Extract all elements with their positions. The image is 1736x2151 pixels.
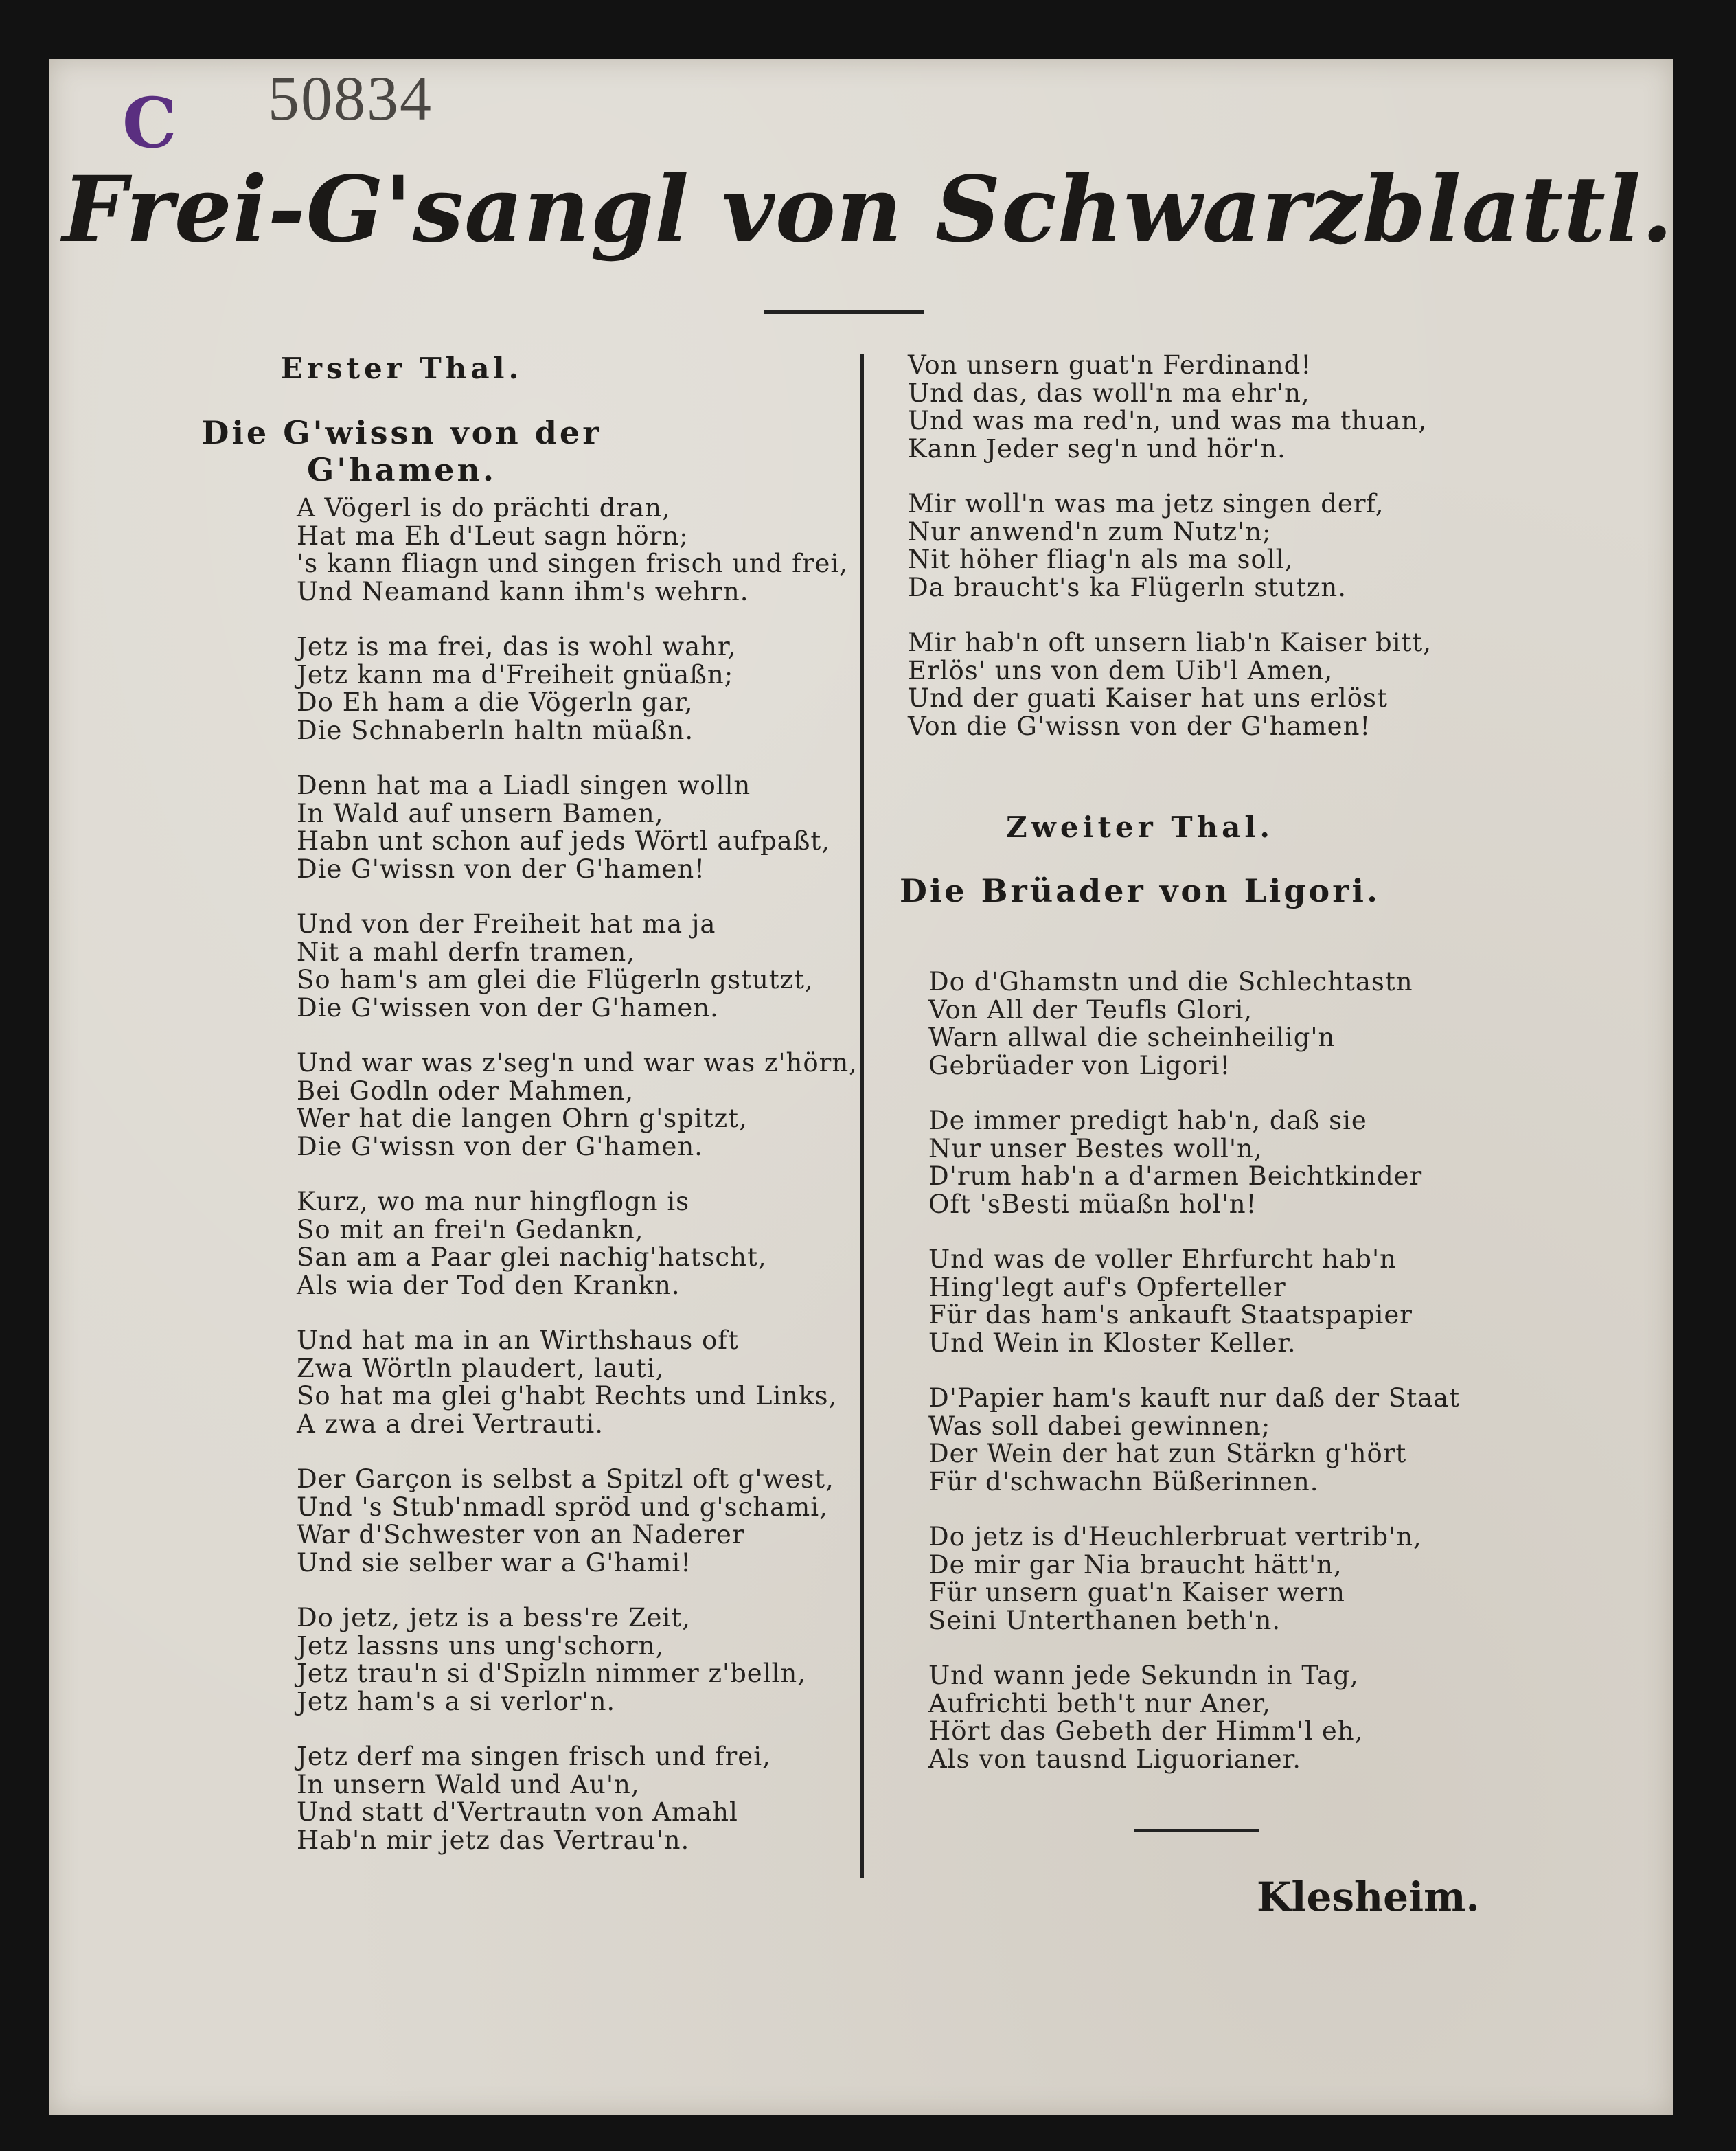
- verse-line: Und Neamand kann ihm's wehrn.: [297, 576, 749, 606]
- verse-line: Jetz trau'n si d'Spizln nimmer z'belln,: [297, 1659, 806, 1688]
- verse-line: Jetz lassns uns ung'schorn,: [297, 1630, 665, 1661]
- catalog-stamp: C: [122, 82, 177, 163]
- verse-line: Nit höher fliag'n als ma soll,: [908, 545, 1294, 574]
- stanza: [928, 1662, 1363, 1773]
- verse-line: In unsern Wald und Au'n,: [297, 1769, 640, 1799]
- verse-line: Und sie selber war a G'hami!: [297, 1547, 692, 1578]
- verse-line: De mir gar Nia braucht hätt'n,: [928, 1549, 1343, 1580]
- verse-line: Und was de voller Ehrfurcht hab'n: [928, 1244, 1397, 1274]
- verse-line: Do jetz, jetz is a bess're Zeit,: [297, 1603, 691, 1632]
- verse-line: Die Schnaberln haltn müaßn.: [297, 715, 694, 745]
- verse-line: Erlös' uns von dem Uib'l Amen,: [908, 655, 1334, 685]
- part1-subheading: Die G'wissn von der G'hamen.: [201, 414, 602, 488]
- verse-line: Und war was z'seg'n und war was z'hörn,: [297, 1048, 858, 1078]
- stanza: [297, 772, 830, 883]
- stanza: [908, 629, 1432, 740]
- column-divider: [860, 354, 864, 1878]
- verse-line: Und statt d'Vertrautn von Amahl: [297, 1797, 738, 1827]
- verse-line: Nur unser Bestes woll'n,: [928, 1133, 1263, 1163]
- verse-line: Do Eh ham a die Vögerln gar,: [297, 687, 694, 717]
- stanza: [928, 1246, 1413, 1357]
- verse-line: Kann Jeder seg'n und hör'n.: [908, 433, 1286, 464]
- verse-line: A zwa a drei Vertrauti.: [297, 1409, 604, 1439]
- verse-line: Und das, das woll'n ma ehr'n,: [908, 378, 1310, 408]
- verse-line: Für das ham's ankauft Staatspapier: [928, 1300, 1413, 1330]
- verse-line: Do jetz is d'Heuchlerbruat vertrib'n,: [928, 1522, 1422, 1551]
- verse-line: Für unsern guat'n Kaiser wern: [928, 1578, 1345, 1607]
- verse-line: In Wald auf unsern Bamen,: [297, 798, 664, 828]
- verse-line: War d'Schwester von an Naderer: [297, 1520, 745, 1549]
- verse-line: 's kann fliagn und singen frisch und frei,: [297, 549, 848, 578]
- catalog-number: 50834: [268, 63, 433, 133]
- verse-line: Hört das Gebeth der Himm'l eh,: [928, 1716, 1364, 1746]
- verse-line: Oft 'sBesti müaßn hol'n!: [928, 1189, 1257, 1219]
- stanza: [928, 1385, 1460, 1496]
- verse-line: De immer predigt hab'n, daß sie: [928, 1106, 1367, 1135]
- stanza: [908, 352, 1427, 463]
- verse-line: Mir woll'n was ma jetz singen derf,: [908, 489, 1384, 519]
- verse-line: Jetz kann ma d'Freiheit gnüaßn;: [297, 659, 734, 690]
- verse-line: Die G'wissn von der G'hamen!: [297, 854, 706, 884]
- verse-line: Von All der Teufls Glori,: [928, 994, 1253, 1025]
- stanza: [297, 633, 736, 744]
- verse-line: Der Garçon is selbst a Spitzl oft g'west,: [297, 1464, 834, 1494]
- verse-line: Nit a mahl derfn tramen,: [297, 937, 635, 967]
- verse-line: Da braucht's ka Flügerln stutzn.: [908, 572, 1347, 602]
- verse-line: Als von tausnd Liguorianer.: [928, 1744, 1301, 1774]
- part1-heading: Erster Thal.: [280, 352, 523, 385]
- stanza: [297, 1327, 837, 1438]
- verse-line: Was soll dabei gewinnen;: [928, 1411, 1271, 1441]
- part2-subheading: Die Brüader von Ligori.: [900, 872, 1380, 909]
- verse-line: Aufrichti beth't nur Aner,: [928, 1688, 1271, 1718]
- stanza: [297, 1049, 858, 1161]
- verse-line: Und der guati Kaiser hat uns erlöst: [908, 683, 1388, 713]
- verse-line: So mit an frei'n Gedankn,: [297, 1214, 644, 1244]
- stanza: [297, 1604, 806, 1716]
- stanza: [297, 1466, 834, 1577]
- stanza: [928, 968, 1413, 1080]
- stanza: [908, 490, 1384, 602]
- verse-line: Hab'n mir jetz das Vertrau'n.: [297, 1825, 690, 1855]
- stanza: [297, 1188, 767, 1299]
- verse-line: Jetz is ma frei, das is wohl wahr,: [297, 632, 737, 661]
- verse-line: Und 's Stub'nmadl spröd und g'schami,: [297, 1492, 828, 1522]
- verse-line: Und Wein in Kloster Keller.: [928, 1328, 1297, 1358]
- verse-line: San am a Paar glei nachig'hatscht,: [297, 1242, 767, 1272]
- verse-line: A Vögerl is do prächti dran,: [297, 493, 671, 523]
- verse-line: Und wann jede Sekundn in Tag,: [928, 1661, 1359, 1690]
- verse-line: Habn unt schon auf jeds Wörtl aufpaßt,: [297, 826, 831, 856]
- stanza: [297, 1743, 771, 1854]
- end-divider: [1134, 1829, 1259, 1832]
- verse-line: Und was ma red'n, und was ma thuan,: [908, 406, 1428, 435]
- verse-line: Bei Godln oder Mahmen,: [297, 1076, 635, 1106]
- stanza: [928, 1107, 1422, 1218]
- title-divider: [764, 310, 924, 314]
- stanza: [297, 911, 814, 1022]
- verse-line: D'rum hab'n a d'armen Beichtkinder: [928, 1161, 1423, 1191]
- verse-line: Kurz, wo ma nur hingflogn is: [297, 1187, 690, 1216]
- verse-line: Hat ma Eh d'Leut sagn hörn;: [297, 521, 689, 551]
- verse-line: So ham's am glei die Flügerln gstutzt,: [297, 965, 814, 994]
- stanza: [297, 494, 848, 606]
- author-signature: Klesheim.: [1257, 1874, 1480, 1920]
- verse-line: Die G'wissn von der G'hamen.: [297, 1131, 703, 1161]
- verse-line: Jetz ham's a si verlor'n.: [297, 1686, 616, 1716]
- stanza: [928, 1523, 1422, 1635]
- verse-line: Und hat ma in an Wirthshaus oft: [297, 1325, 739, 1355]
- verse-line: Der Wein der hat zun Stärkn g'hört: [928, 1439, 1407, 1468]
- part2-heading: Zweiter Thal.: [1006, 810, 1274, 844]
- verse-line: Gebrüader von Ligori!: [928, 1050, 1231, 1080]
- verse-line: Do d'Ghamstn und die Schlechtastn: [928, 967, 1413, 997]
- verse-line: Warn allwal die scheinheilig'n: [928, 1023, 1336, 1052]
- verse-line: Seini Unterthanen beth'n.: [928, 1605, 1281, 1635]
- verse-line: Die G'wissen von der G'hamen.: [297, 992, 719, 1023]
- verse-line: Und von der Freiheit hat ma ja: [297, 909, 716, 939]
- verse-line: Von die G'wissn von der G'hamen!: [908, 711, 1371, 741]
- verse-line: Für d'schwachn Büßerinnen.: [928, 1466, 1319, 1496]
- verse-line: Als wia der Tod den Krankn.: [297, 1270, 681, 1300]
- page-title: Frei-G'sangl von Schwarzblattl.: [62, 157, 1674, 263]
- verse-line: Nur anwend'n zum Nutz'n;: [908, 516, 1272, 547]
- verse-line: Mir hab'n oft unsern liab'n Kaiser bitt,: [908, 628, 1432, 657]
- verse-line: Von unsern guat'n Ferdinand!: [908, 350, 1312, 380]
- verse-line: Zwa Wörtln plaudert, lauti,: [297, 1353, 665, 1383]
- verse-line: Wer hat die langen Ohrn g'spitzt,: [297, 1104, 748, 1133]
- verse-line: Hing'legt auf's Opferteller: [928, 1272, 1286, 1302]
- verse-line: Denn hat ma a Liadl singen wolln: [297, 771, 751, 800]
- verse-line: So hat ma glei g'habt Rechts und Links,: [297, 1381, 838, 1411]
- verse-line: D'Papier ham's kauft nur daß der Staat: [928, 1383, 1461, 1413]
- verse-line: Jetz derf ma singen frisch und frei,: [297, 1742, 771, 1771]
